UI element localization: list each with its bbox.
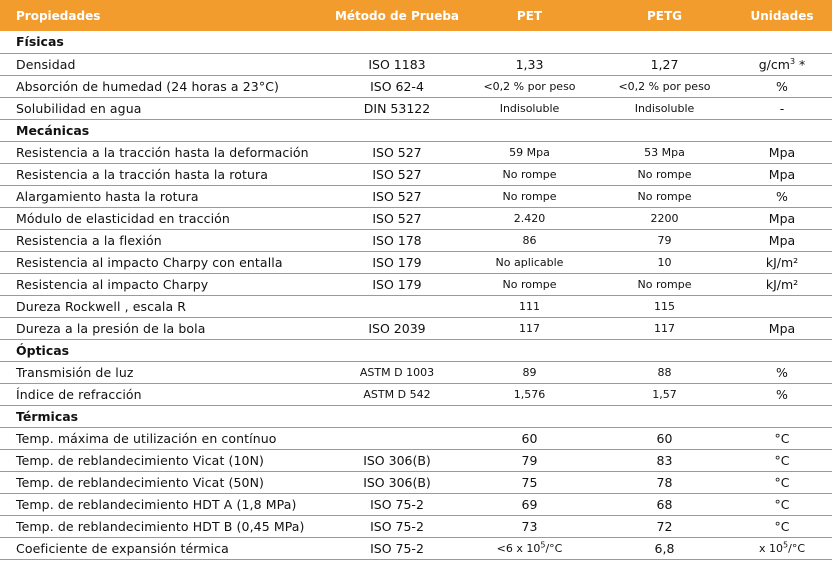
header-petg: PETG <box>646 8 683 23</box>
prop-cell: Temp. de reblandecimiento Vicat (50N) <box>0 471 332 493</box>
metodo-cell <box>332 295 462 317</box>
metodo-cell: ISO 178 <box>332 229 462 251</box>
unidad-cell: °C <box>732 427 832 449</box>
table-row <box>0 273 832 295</box>
table-row <box>0 163 832 185</box>
metodo-cell: ISO 527 <box>332 141 462 163</box>
unidad-cell: % <box>732 185 832 207</box>
unidad-cell: °C <box>732 493 832 515</box>
metodo-cell: ISO 306(B) <box>332 471 462 493</box>
table-row <box>0 361 832 383</box>
unidad-cell: % <box>732 75 832 97</box>
table-row <box>0 185 832 207</box>
table-row <box>0 75 832 97</box>
table-row <box>0 207 832 229</box>
petg-cell: 60 <box>597 427 732 449</box>
petg-cell: No rompe <box>597 273 732 295</box>
petg-cell: 1,57 <box>597 383 732 405</box>
metodo-cell: ISO 75-2 <box>332 515 462 537</box>
petg-cell: 83 <box>597 449 732 471</box>
prop-cell: Temp. de reblandecimiento Vicat (10N) <box>0 449 332 471</box>
pet-cell: 111 <box>462 295 597 317</box>
metodo-cell: ISO 179 <box>332 251 462 273</box>
pet-cell: 75 <box>462 471 597 493</box>
table-row <box>0 251 832 273</box>
section-title: Mecánicas <box>0 119 832 141</box>
table-row <box>0 515 832 537</box>
unidad-cell: °C <box>732 471 832 493</box>
prop-cell: Temp. máxima de utilización en contínuo <box>0 427 332 449</box>
prop-cell: Coeficiente de expansión térmica <box>0 537 332 559</box>
metodo-cell: ISO 1183 <box>332 53 462 75</box>
metodo-cell: ISO 75-2 <box>332 493 462 515</box>
table-row <box>0 537 832 559</box>
unidad-sup: 3 <box>789 56 796 66</box>
prop-cell: Resistencia a la tracción hasta la deformación <box>0 141 332 163</box>
pet-cell: 69 <box>462 493 597 515</box>
prop-cell: Resistencia a la flexión <box>0 229 332 251</box>
pet-cell: 1,576 <box>462 383 597 405</box>
petg-cell: 2200 <box>597 207 732 229</box>
prop-cell: Transmisión de luz <box>0 361 332 383</box>
table-row <box>0 97 832 119</box>
unidad-cell: kJ/m² <box>732 273 832 295</box>
petg-cell: Indisoluble <box>597 97 732 119</box>
pet-cell: 117 <box>462 317 597 339</box>
unidad-sup: 5 <box>783 539 789 549</box>
unidad-suffix: * <box>795 56 806 72</box>
unidad-base: g/cm <box>758 56 790 72</box>
section-title: Físicas <box>0 31 832 53</box>
pet-cell: 60 <box>462 427 597 449</box>
petg-cell: 117 <box>597 317 732 339</box>
pet-cell: <0,2 % por peso <box>462 75 597 97</box>
metodo-cell: ISO 62-4 <box>332 75 462 97</box>
pet-base: <6 x 10 <box>496 541 541 555</box>
unidad-cell: kJ/m² <box>732 251 832 273</box>
unidad-cell: °C <box>732 515 832 537</box>
pet-cell: No aplicable <box>462 251 597 273</box>
petg-cell: 79 <box>597 229 732 251</box>
petg-cell: <0,2 % por peso <box>597 75 732 97</box>
metodo-cell: ISO 179 <box>332 273 462 295</box>
section-opticas <box>0 339 832 361</box>
metodo-cell: ISO 527 <box>332 207 462 229</box>
unidad-cell: °C <box>732 449 832 471</box>
prop-cell: Temp. de reblandecimiento HDT B (0,45 MPa) <box>0 515 332 537</box>
header-row <box>0 0 832 31</box>
table-row <box>0 471 832 493</box>
petg-cell: 88 <box>597 361 732 383</box>
table-row <box>0 53 832 75</box>
prop-cell: Dureza Rockwell , escala R <box>0 295 332 317</box>
unidad-cell: - <box>732 97 832 119</box>
table-row <box>0 229 832 251</box>
prop-cell: Dureza a la presión de la bola <box>0 317 332 339</box>
unidad-cell: Mpa <box>732 163 832 185</box>
petg-cell: 53 Mpa <box>597 141 732 163</box>
unidad-suffix: /°C <box>788 541 805 555</box>
table-row <box>0 427 832 449</box>
table-row <box>0 493 832 515</box>
header-metodo: Método de Prueba <box>334 8 460 23</box>
unidad-base: x 10 <box>759 541 784 555</box>
section-title: Térmicas <box>0 405 832 427</box>
prop-cell: Resistencia al impacto Charpy <box>0 273 332 295</box>
table-row <box>0 449 832 471</box>
pet-cell: No rompe <box>462 185 597 207</box>
header-pet: PET <box>516 8 543 23</box>
pet-cell: 86 <box>462 229 597 251</box>
metodo-cell: ISO 527 <box>332 163 462 185</box>
pet-cell <box>462 537 597 559</box>
pet-sup: 5 <box>540 539 546 549</box>
pet-cell: 1,33 <box>462 53 597 75</box>
unidad-cell: % <box>732 383 832 405</box>
petg-cell: 10 <box>597 251 732 273</box>
metodo-cell: ASTM D 1003 <box>332 361 462 383</box>
prop-cell: Alargamiento hasta la rotura <box>0 185 332 207</box>
pet-cell: No rompe <box>462 273 597 295</box>
prop-cell: Absorción de humedad (24 horas a 23°C) <box>0 75 332 97</box>
unidad-cell: Mpa <box>732 207 832 229</box>
metodo-cell: ISO 75-2 <box>332 537 462 559</box>
pet-cell: 89 <box>462 361 597 383</box>
petg-cell: 78 <box>597 471 732 493</box>
metodo-cell: ISO 2039 <box>332 317 462 339</box>
petg-cell: 115 <box>597 295 732 317</box>
metodo-cell <box>332 427 462 449</box>
section-fisicas <box>0 31 832 53</box>
unidad-cell: % <box>732 361 832 383</box>
prop-cell: Módulo de elasticidad en tracción <box>0 207 332 229</box>
pet-cell: 59 Mpa <box>462 141 597 163</box>
prop-cell: Resistencia a la tracción hasta la rotura <box>0 163 332 185</box>
prop-cell: Resistencia al impacto Charpy con entalla <box>0 251 332 273</box>
petg-cell: 1,27 <box>597 53 732 75</box>
table-row <box>0 141 832 163</box>
unidad-cell <box>732 53 832 75</box>
metodo-cell: ASTM D 542 <box>332 383 462 405</box>
petg-cell: 72 <box>597 515 732 537</box>
pet-cell: 2.420 <box>462 207 597 229</box>
pet-cell: 79 <box>462 449 597 471</box>
section-mecanicas <box>0 119 832 141</box>
prop-cell: Densidad <box>0 53 332 75</box>
metodo-cell: DIN 53122 <box>332 97 462 119</box>
section-title: Ópticas <box>0 339 832 361</box>
unidad-cell: Mpa <box>732 229 832 251</box>
unidad-cell: Mpa <box>732 317 832 339</box>
prop-cell: Temp. de reblandecimiento HDT A (1,8 MPa) <box>0 493 332 515</box>
table-row <box>0 295 832 317</box>
unidad-cell <box>732 537 832 559</box>
pet-suffix: /°C <box>545 541 563 555</box>
petg-cell: No rompe <box>597 163 732 185</box>
table-row <box>0 317 832 339</box>
section-termicas <box>0 405 832 427</box>
header-unidades: Unidades <box>750 8 814 23</box>
metodo-cell: ISO 527 <box>332 185 462 207</box>
metodo-cell: ISO 306(B) <box>332 449 462 471</box>
petg-cell: No rompe <box>597 185 732 207</box>
unidad-cell <box>732 295 832 317</box>
petg-cell: 6,8 <box>597 537 732 559</box>
prop-cell: Índice de refracción <box>0 383 332 405</box>
header-propiedades: Propiedades <box>16 8 101 23</box>
pet-cell: 73 <box>462 515 597 537</box>
pet-cell: Indisoluble <box>462 97 597 119</box>
unidad-cell: Mpa <box>732 141 832 163</box>
table-row <box>0 383 832 405</box>
prop-cell: Solubilidad en agua <box>0 97 332 119</box>
pet-cell: No rompe <box>462 163 597 185</box>
petg-cell: 68 <box>597 493 732 515</box>
